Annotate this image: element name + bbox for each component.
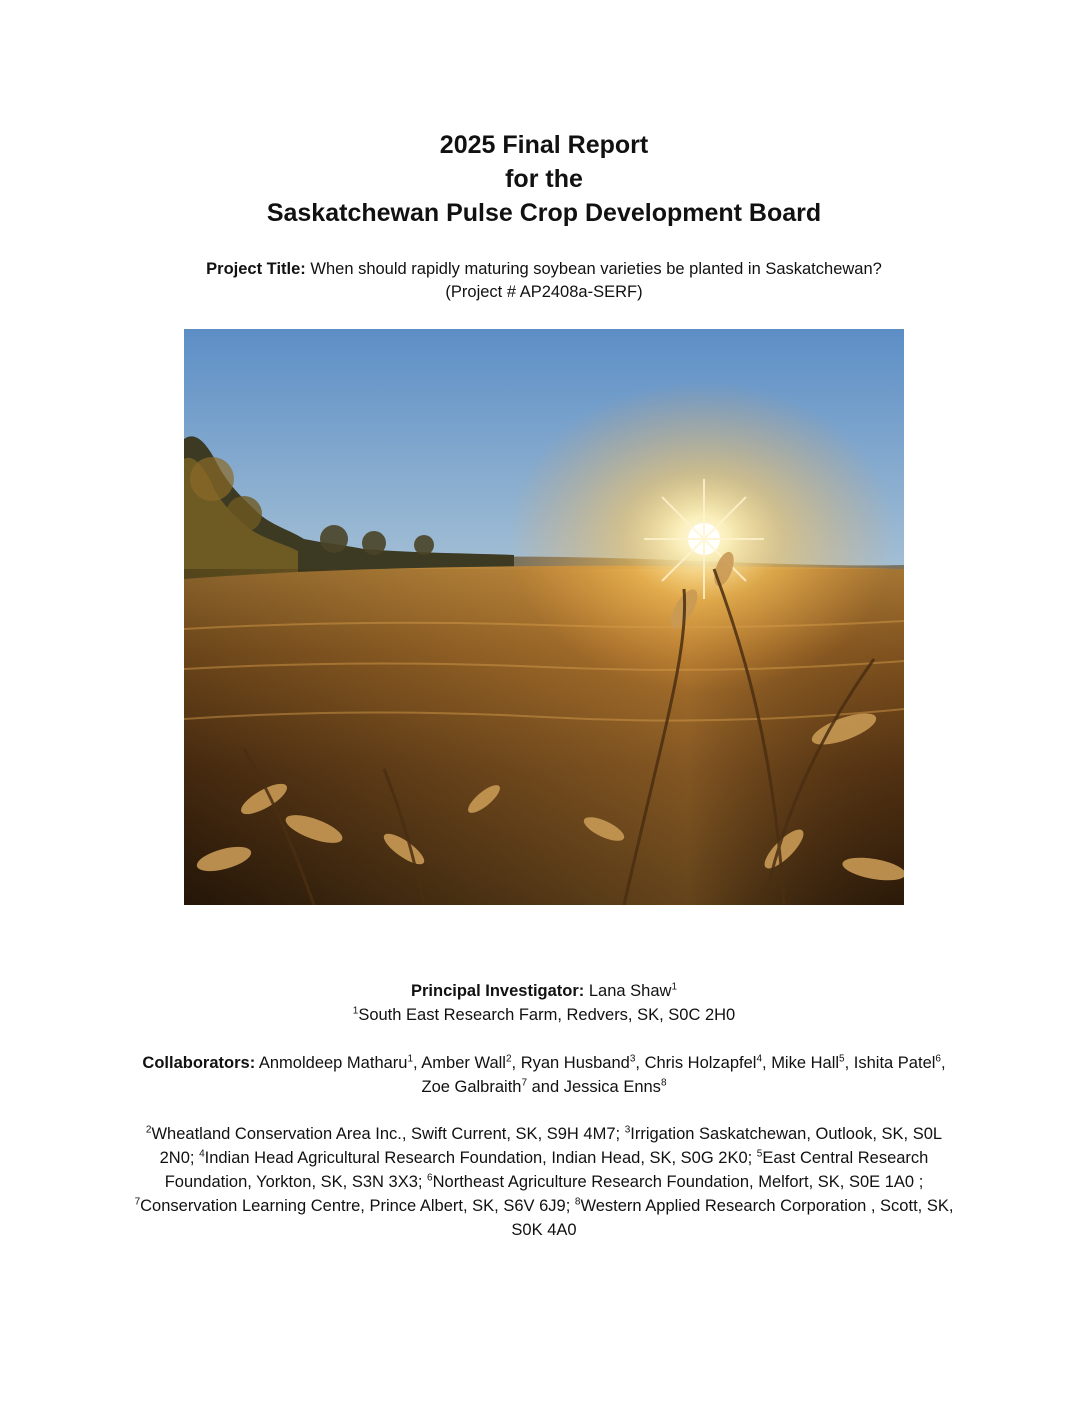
collaborator-sup: 3 — [629, 1053, 636, 1065]
pi-name: Lana Shaw — [588, 982, 672, 1000]
report-title — [0, 128, 1088, 230]
pi-line — [0, 979, 1088, 1003]
collaborator-separator: , — [940, 1054, 946, 1072]
affiliation-text: Western Applied Research Corporation , Scott, SK, S0K 4A0 — [511, 1197, 954, 1239]
collaborator-name: Jessica Enns — [563, 1078, 661, 1096]
soybean-field-sunset-image — [184, 329, 904, 905]
pi-affiliation: South East Research Farm, Redvers, SK, S0C 2H0 — [358, 1006, 736, 1024]
project-title-line — [0, 258, 1088, 281]
pi-affiliation-line — [0, 1003, 1088, 1027]
pi-sup: 1 — [671, 981, 678, 993]
title-line-3: Saskatchewan Pulse Crop Development Board — [266, 199, 822, 227]
collaborator-separator: , — [413, 1054, 422, 1072]
collaborator-sup: 6 — [935, 1053, 941, 1065]
collaborators-section — [130, 1051, 958, 1099]
pi-label: Principal Investigator: — [410, 982, 585, 1000]
affiliation-sup: 8 — [574, 1196, 581, 1208]
principal-investigator-section — [0, 979, 1088, 1027]
title-line-1: 2025 Final Report — [439, 131, 649, 159]
affiliations-section — [130, 1122, 958, 1242]
collaborator-separator: and — [527, 1078, 564, 1096]
project-info — [0, 258, 1088, 304]
collaborator-name: Zoe Galbraith — [421, 1078, 522, 1096]
collaborator-list — [259, 1054, 946, 1096]
pi-affiliation-sup: 1 — [352, 1005, 359, 1017]
collaborator-separator: , — [635, 1054, 645, 1072]
affiliation-text: East Central Research Foundation, Yorkton, SK, S3N 3X3; — [164, 1149, 929, 1191]
affiliation-text: Northeast Agriculture Research Foundation, Melfort, SK, S0E 1A0 ; — [432, 1173, 924, 1191]
collaborator-sup: 1 — [407, 1053, 414, 1065]
collaborators-label: Collaborators: — [142, 1054, 256, 1072]
collaborator-name: Chris Holzapfel — [644, 1054, 757, 1072]
collaborator-sup: 8 — [660, 1077, 667, 1089]
project-title-text: When should rapidly maturing soybean varieties be planted in Saskatchewan? — [310, 260, 882, 278]
affiliation-sup: 4 — [199, 1148, 205, 1160]
collaborator-separator: , — [511, 1054, 521, 1072]
project-number: (Project # AP2408a-SERF) — [445, 283, 643, 301]
collaborator-name: Ishita Patel — [853, 1054, 936, 1072]
collaborator-separator: , — [844, 1054, 854, 1072]
affiliation-sup: 2 — [145, 1124, 152, 1136]
collaborator-name: Anmoldeep Matharu — [258, 1054, 408, 1072]
affiliation-sup: 5 — [756, 1148, 763, 1160]
affiliation-text: Conservation Learning Centre, Prince Albert, SK, S6V 6J9; — [140, 1197, 575, 1215]
collaborator-separator: , — [762, 1054, 772, 1072]
collaborator-sup: 7 — [521, 1077, 528, 1089]
affiliation-text: Indian Head Agricultural Research Foundation, Indian Head, SK, S0G 2K0; — [204, 1149, 757, 1167]
title-line-2: for the — [505, 165, 583, 193]
affiliation-sup: 7 — [134, 1196, 141, 1208]
affiliation-text: Irrigation Saskatchewan, Outlook, SK, S0L 2N0; — [159, 1125, 943, 1167]
affiliation-sup: 3 — [624, 1124, 631, 1136]
collaborator-sup: 2 — [505, 1053, 512, 1065]
cover-photo — [184, 329, 904, 905]
collaborator-name: Ryan Husband — [520, 1054, 630, 1072]
collaborator-name: Amber Wall — [421, 1054, 506, 1072]
affiliation-text: Wheatland Conservation Area Inc., Swift Current, SK, S9H 4M7; — [151, 1125, 625, 1143]
collaborator-sup: 4 — [756, 1053, 763, 1065]
affiliation-sup: 6 — [427, 1172, 433, 1184]
collaborator-sup: 5 — [839, 1053, 845, 1065]
collaborator-name: Mike Hall — [771, 1054, 840, 1072]
project-title-label: Project Title: — [206, 260, 306, 278]
